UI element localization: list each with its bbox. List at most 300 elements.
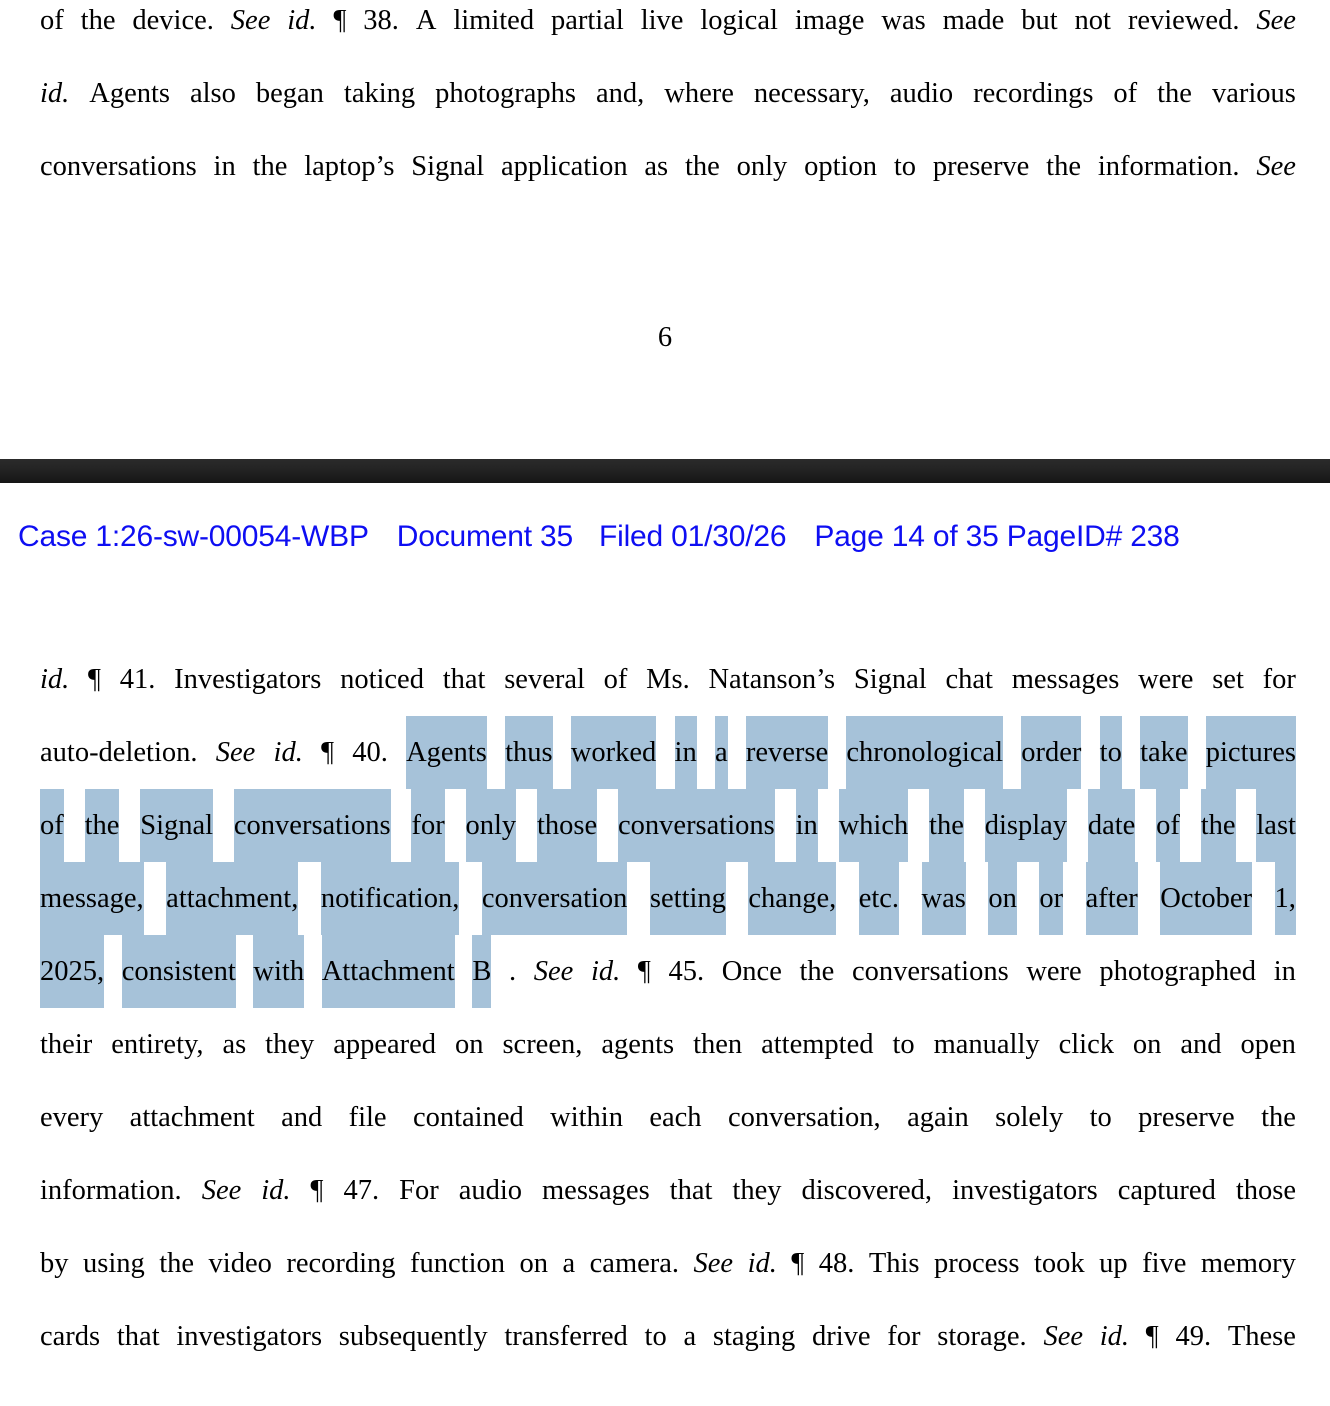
word (638, 935, 651, 1008)
word (265, 1008, 314, 1081)
highlighted-text: for (411, 810, 445, 841)
word (1034, 1227, 1085, 1300)
word (534, 935, 574, 1008)
word (117, 1300, 160, 1373)
text-run: id. (1099, 1321, 1130, 1352)
text-run: that (442, 664, 486, 695)
word (732, 1154, 781, 1227)
word (176, 1300, 322, 1373)
page-separator-bar (0, 459, 1330, 483)
text-run: then (693, 1029, 743, 1060)
word (1212, 57, 1296, 130)
text-run: set (1212, 664, 1244, 695)
word (804, 130, 877, 203)
text-run: again (907, 1102, 969, 1133)
word (1275, 862, 1296, 935)
word (646, 643, 690, 716)
highlighted-text: the (1200, 810, 1236, 841)
word (311, 1154, 324, 1227)
text-run: open (1240, 1029, 1296, 1060)
word (453, 0, 534, 57)
text-run: conversations (40, 151, 197, 182)
word (846, 716, 1003, 789)
text-run: noticed (340, 664, 424, 695)
text-run: Signal (411, 151, 485, 182)
word (604, 643, 628, 716)
highlighted-text: consistent (121, 956, 236, 987)
text-run: as (222, 1029, 247, 1060)
word (40, 935, 104, 1008)
word (40, 130, 197, 203)
word (455, 1008, 484, 1081)
text-run: ¶ (333, 5, 347, 36)
word (261, 1154, 290, 1227)
word (1021, 716, 1081, 789)
text-run: For (399, 1175, 439, 1206)
word (700, 0, 778, 57)
text-run: id. (40, 664, 70, 695)
word (571, 716, 656, 789)
highlighted-text: October (1160, 883, 1253, 914)
word (339, 1300, 488, 1373)
text-run: but (1021, 5, 1058, 36)
word (591, 935, 620, 1008)
word (1099, 1227, 1128, 1300)
text-run: in (213, 151, 236, 182)
word (1206, 716, 1296, 789)
word (693, 1008, 742, 1081)
text-run: they (265, 1029, 315, 1060)
text-run: manually (933, 1029, 1040, 1060)
word (1086, 862, 1138, 935)
word (1059, 1008, 1114, 1081)
text-run: the (252, 151, 288, 182)
text-run: taking (343, 78, 416, 109)
text-run: were (1138, 664, 1194, 695)
highlighted-text: B (472, 956, 492, 987)
text-run: These (1227, 1321, 1296, 1352)
word (1118, 1154, 1216, 1227)
text-run: those (1235, 1175, 1296, 1206)
word (563, 1227, 576, 1300)
top-page-fragment (0, 0, 1330, 459)
highlighted-text: the (929, 810, 964, 841)
text-run: See (215, 737, 256, 768)
word (1088, 789, 1135, 862)
word (1261, 1081, 1296, 1154)
word (708, 643, 835, 716)
word (737, 130, 788, 203)
text-run: ¶ (791, 1248, 805, 1279)
text-run: solely (995, 1102, 1064, 1133)
word (505, 716, 553, 789)
word (322, 935, 455, 1008)
word (1133, 1008, 1162, 1081)
highlighted-text: display (984, 810, 1068, 841)
text-line (40, 57, 1296, 130)
text-run: preserve (932, 151, 1030, 182)
text-run: id. (747, 1248, 777, 1279)
text-run: transferred (504, 1321, 628, 1352)
word (1046, 130, 1081, 203)
text-run: id. (261, 1175, 291, 1206)
text-run: various (1211, 78, 1296, 109)
text-run: entirety, (111, 1029, 204, 1060)
word (466, 789, 517, 862)
word (761, 1008, 873, 1081)
word (881, 0, 925, 57)
word (40, 1300, 100, 1373)
text-run: messages (542, 1175, 650, 1206)
word (812, 1300, 871, 1373)
text-run: A (415, 5, 437, 36)
word (890, 57, 953, 130)
word (413, 1081, 524, 1154)
highlighted-text: to (1099, 737, 1122, 768)
word (411, 130, 484, 203)
word (344, 57, 415, 130)
text-run: staging (712, 1321, 796, 1352)
text-run: of (40, 5, 64, 36)
text-run: to (644, 1321, 667, 1352)
text-run: on (1132, 1029, 1162, 1060)
word (746, 716, 828, 789)
highlighted-text: or (1039, 883, 1064, 914)
highlighted-text: message, (40, 883, 144, 914)
highlighted-text: reverse (745, 737, 829, 768)
word (1026, 935, 1081, 1008)
word (253, 130, 288, 203)
text-run: the (80, 5, 116, 36)
word (542, 1154, 650, 1227)
highlighted-text: take (1140, 737, 1188, 768)
paragraph-continuation (40, 643, 1296, 1373)
highlighted-text: Attachment (321, 956, 455, 987)
text-run: also (189, 78, 236, 109)
text-line (40, 1300, 1296, 1373)
word (333, 1008, 436, 1081)
word (174, 643, 321, 716)
ecf-case-number: Case 1:26-sw-00054-WBP (18, 520, 369, 553)
word (1201, 789, 1236, 862)
word (1256, 0, 1296, 57)
word (410, 1227, 505, 1300)
word (791, 1227, 804, 1300)
text-run: See (1256, 151, 1296, 182)
word (504, 1300, 627, 1373)
word (1099, 935, 1256, 1008)
word (1138, 643, 1193, 716)
word (411, 789, 444, 862)
word (234, 789, 391, 862)
text-run: investigators (952, 1175, 1098, 1206)
word (520, 1227, 549, 1300)
text-run: photographed (1099, 956, 1257, 987)
highlighted-text: Signal (140, 810, 214, 841)
text-run: partial (550, 5, 624, 36)
word (618, 789, 775, 862)
word (892, 1008, 914, 1081)
text-run: on (455, 1029, 484, 1060)
highlighted-text: setting (649, 883, 726, 914)
highlighted-text: etc. (858, 883, 900, 914)
word (459, 1154, 522, 1227)
text-run: id. (590, 956, 621, 987)
highlighted-text: of (40, 810, 64, 841)
word (713, 1300, 795, 1373)
text-run: five (1142, 1248, 1187, 1279)
text-run: image (794, 5, 865, 36)
paragraph-continuation (40, 0, 1296, 203)
word (501, 130, 628, 203)
word (922, 862, 966, 935)
text-run: logical (700, 5, 778, 36)
text-run: id. (40, 78, 70, 109)
text-run: within (550, 1102, 623, 1133)
word (943, 0, 1005, 57)
word (89, 57, 170, 130)
text-run: where (664, 78, 734, 109)
text-line (40, 1081, 1296, 1154)
highlighted-text: change, (748, 883, 837, 914)
highlighted-text: of (1156, 810, 1180, 841)
text-run: laptop’s (304, 151, 395, 182)
word (1146, 1300, 1159, 1373)
text-run: began (255, 78, 324, 109)
text-line (40, 1008, 1296, 1081)
word (854, 643, 927, 716)
text-run: option (804, 151, 877, 182)
text-run: and (1180, 1029, 1222, 1060)
highlighted-text: date (1087, 810, 1136, 841)
highlighted-text: which (838, 810, 909, 841)
text-run: on (519, 1248, 549, 1279)
word (668, 935, 704, 1008)
highlighted-text: attachment, (166, 883, 299, 914)
text-run: 45. (668, 956, 705, 987)
word (253, 935, 304, 1008)
text-run: recordings (973, 78, 1094, 109)
highlighted-text: was (921, 883, 966, 914)
text-run: See (533, 956, 574, 987)
word (40, 57, 69, 130)
text-run: took (1033, 1248, 1085, 1279)
word (482, 862, 628, 935)
word (321, 862, 460, 935)
text-run: id. (287, 5, 317, 36)
text-run: screen, (502, 1029, 583, 1060)
word (645, 1300, 667, 1373)
highlighted-text: Agents (406, 737, 487, 768)
text-run: necessary, (753, 78, 870, 109)
word (1098, 130, 1240, 203)
highlighted-text: those (537, 810, 598, 841)
text-run: preserve (1138, 1102, 1235, 1133)
text-run: See (693, 1248, 734, 1279)
text-run: Signal (853, 664, 927, 695)
word (596, 57, 644, 130)
highlighted-text: notification, (320, 883, 460, 914)
word (601, 1008, 674, 1081)
text-run: the (1046, 151, 1081, 182)
word (650, 862, 726, 935)
word (1075, 0, 1111, 57)
text-run: 40. (352, 737, 388, 768)
word (1090, 1081, 1112, 1154)
text-run: were (1026, 956, 1082, 987)
word (728, 1081, 881, 1154)
word (934, 1008, 1040, 1081)
word (130, 1081, 255, 1154)
text-run: 49. (1175, 1321, 1212, 1352)
word (748, 1227, 777, 1300)
text-run: that (116, 1321, 160, 1352)
text-line (40, 130, 1296, 203)
word (435, 57, 576, 130)
word (509, 935, 516, 1008)
word (973, 57, 1093, 130)
text-run: storage. (937, 1321, 1027, 1352)
text-run: every (40, 1102, 104, 1133)
text-run: using (82, 1248, 145, 1279)
text-run: application (500, 151, 628, 182)
word (40, 1227, 69, 1300)
text-run: the (1261, 1102, 1296, 1133)
word (1236, 1154, 1296, 1227)
word (140, 789, 213, 862)
text-run: their (40, 1029, 93, 1060)
word (852, 935, 1009, 1008)
text-line (40, 0, 1296, 57)
text-run: to (1089, 1102, 1112, 1133)
text-run: for (887, 1321, 921, 1352)
word (1212, 643, 1244, 716)
top-page-paragraph (40, 0, 1296, 203)
highlighted-text: the (84, 810, 120, 841)
text-run: made (942, 5, 1005, 36)
text-run: auto-deletion. (40, 737, 198, 768)
text-run: and, (596, 78, 645, 109)
highlighted-text: order (1021, 737, 1082, 768)
text-run: ¶ (310, 1175, 324, 1206)
word (641, 0, 684, 57)
text-line (40, 935, 1296, 1008)
word (406, 716, 487, 789)
word (1175, 1300, 1211, 1373)
word (985, 789, 1067, 862)
word (281, 1081, 322, 1154)
word (1180, 1008, 1221, 1081)
text-run: attempted (761, 1029, 874, 1060)
text-line (40, 1227, 1296, 1300)
word (1142, 1227, 1186, 1300)
word (1160, 862, 1252, 935)
highlighted-text: worked (570, 737, 657, 768)
word (952, 1154, 1098, 1227)
word (537, 789, 597, 862)
text-run: conversation, (727, 1102, 881, 1133)
text-run: ¶ (88, 664, 101, 695)
word (120, 643, 156, 716)
word (722, 935, 782, 1008)
word (40, 789, 64, 862)
text-run: captured (1117, 1175, 1216, 1206)
text-run: photographs (435, 78, 577, 109)
word (929, 789, 964, 862)
text-run: as (644, 151, 669, 182)
text-run: several (504, 664, 585, 695)
word (859, 862, 899, 935)
word (343, 1154, 379, 1227)
text-run: chat (945, 664, 993, 695)
word (416, 0, 437, 57)
text-run: 41. (119, 664, 156, 695)
word (894, 130, 916, 203)
word (1100, 1300, 1129, 1373)
word (1201, 1227, 1296, 1300)
word (40, 1154, 182, 1227)
word (937, 1300, 1026, 1373)
word (214, 130, 236, 203)
text-run: investigators (176, 1321, 323, 1352)
highlighted-text: thus (505, 737, 553, 768)
word (887, 1300, 920, 1373)
word (649, 1081, 701, 1154)
word (166, 862, 298, 935)
text-line (40, 862, 1296, 935)
text-run: See (1043, 1321, 1083, 1352)
word (1228, 1300, 1296, 1373)
word (122, 935, 236, 1008)
word (715, 716, 728, 789)
text-run: by (40, 1248, 69, 1279)
text-run: the (159, 1248, 195, 1279)
word (321, 716, 334, 789)
text-run: subsequently (338, 1321, 488, 1352)
word (551, 0, 624, 57)
word (216, 716, 256, 789)
highlighted-text: conversation (481, 883, 628, 914)
word (1240, 1008, 1295, 1081)
highlighted-text: a (714, 737, 728, 768)
word (40, 716, 198, 789)
word (934, 1227, 1019, 1300)
text-line (40, 1154, 1296, 1227)
text-run: attachment (129, 1102, 255, 1133)
highlighted-text: on (988, 883, 1017, 914)
word (40, 1008, 92, 1081)
highlighted-text: chronological (846, 737, 1004, 768)
text-run: memory (1200, 1248, 1296, 1279)
word (40, 1081, 103, 1154)
text-run: id. (273, 737, 303, 768)
word (287, 0, 316, 57)
text-run: up (1099, 1248, 1128, 1279)
text-run: information. (1097, 151, 1240, 182)
word (670, 1154, 713, 1227)
word (590, 1227, 679, 1300)
text-run: See (1256, 5, 1296, 36)
highlighted-text: 2025, (40, 956, 105, 987)
text-run: drive (811, 1321, 871, 1352)
text-run: device. (132, 5, 214, 36)
text-run: Natanson’s (708, 664, 836, 695)
word (502, 1008, 582, 1081)
word (1012, 643, 1120, 716)
word (988, 862, 1017, 935)
word (748, 862, 836, 935)
word (274, 716, 303, 789)
